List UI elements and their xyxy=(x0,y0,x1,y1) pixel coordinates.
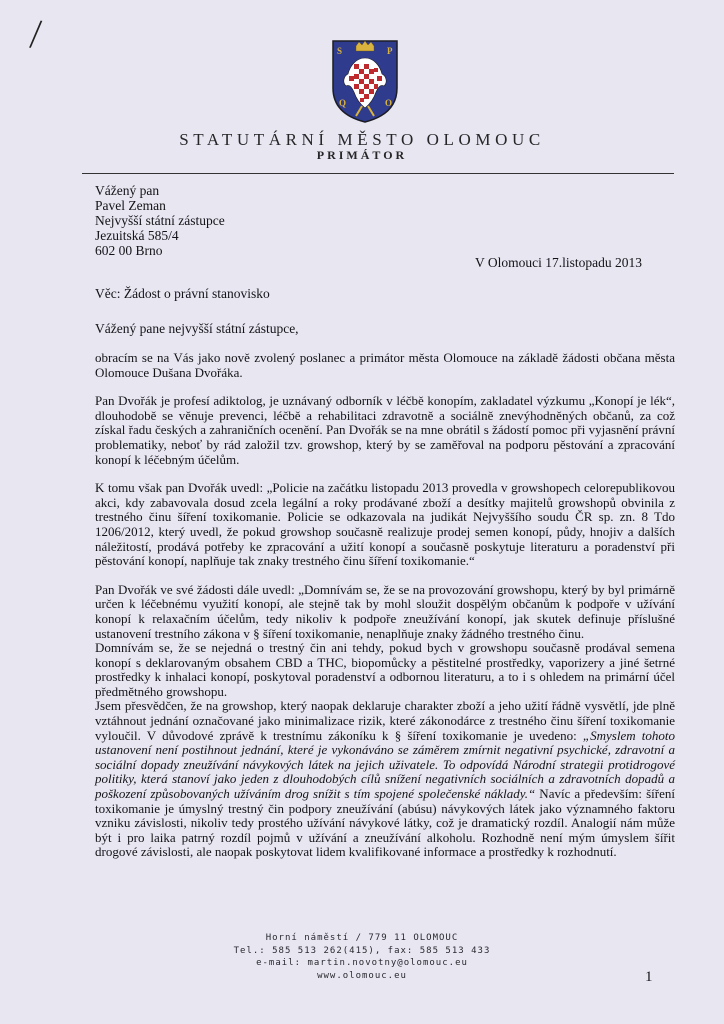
letterhead-city: STATUTÁRNÍ MĚSTO OLOMOUC xyxy=(179,130,545,149)
paragraph: Domnívám se, že se nejedná o trestný čin ani tehdy, pokud bych v growshopu současně prodával semena konopí s deklarovaným obsahem CBD a THC, biopomůcky a pěstitelné prostředky, vaporizery a jiné šetrné prostředky k inhalaci konopí, poskytoval poradenství a odbornou literaturu, a to i s ohledem na primární účel předmětného growshopu. xyxy=(95,640,675,699)
paragraph: Pan Dvořák je profesí adiktolog, je uznávaný odborník v léčbě konopím, zakladatel výzkumu „Konopí je lék“, dlouhodobě se věnuje prevenci, léčbě a rehabilitaci zdravotně a sociálně znevýhodněných občanů, za což získal řadu českých a zahraničních ocenění. Pan Dvořák se na mne obrátil s žádostí pomoc při vyjasnění právní problematiky, neboť by rád založil tzv. growshop, který by se zaměřoval na podporu pěstování a zpracování konopí k léčebným účelům. xyxy=(95,393,675,467)
footer-address: Horní náměstí / 779 11 OLOMOUC xyxy=(265,933,459,943)
addressee-line: Jezuitská 585/4 xyxy=(95,228,179,243)
footer-phone: Tel.: 585 513 262(415), fax: 585 513 433 xyxy=(233,945,491,956)
place-and-date: V Olomouci 17.listopadu 2013 xyxy=(475,255,642,270)
quotation: „Smyslem tohoto ustanovení není postihnout jednání, které je vykonáváno se záměrem zmírnit negativní psychické, zdravotní a sociální dopady zneužívání návykových látek na jejich uživatele. To odpovídá Národní strategii protidrogové politiky, která stanoví jako jeden z dlouhodobých cílů snížení negativních sociálních a zdravotních dopadů a poškození způsobovaných užíváním drog snížit s tím spojené společenské náklady.“ xyxy=(95,727,675,802)
footer-web: www.olomouc.eu xyxy=(317,970,407,981)
footer-email: e-mail: martin.novotny@olomouc.eu xyxy=(256,958,468,968)
paragraph-text: Navíc a především: šíření toxikomanie je úmyslný trestný čin podpory zneužívání (abúsu) návykových látek jako významného faktoru vzniku závislosti, nikoliv tedy prostého užívání návykové látky, což je dramatický rozdíl. Analogií nám může být i pro laika patrný rozdíl pojmů v užívání a zneužívání alkoholu. Rozhodně není mým úmyslem šířit drogové závislosti, ale naopak poskytovat lidem kvalifikované informace a prostředky k rozhodnutí. xyxy=(95,786,675,860)
addressee-block xyxy=(95,183,225,258)
addressee-line: Nejvyšší státní zástupce xyxy=(95,213,225,228)
olomouc-coat-of-arms-icon xyxy=(330,38,400,124)
addressee-line: Pavel Zeman xyxy=(95,198,166,213)
crest-letter-bl: Q xyxy=(339,98,347,108)
subject-line: Věc: Žádost o právní stanovisko xyxy=(95,286,270,301)
crest-letter-tr: P xyxy=(387,46,393,56)
paragraph: K tomu však pan Dvořák uvedl: „Policie na začátku listopadu 2013 provedla v growshopech celorepublikovou akci, kdy zabavovala dosud zcela legální a roky prodávané zboží a desítky majitelů growshopů obvinila z trestného činu šíření toxikomanie. Policie se odkazovala na judikát Nejvyššího soudu ČR sp. zn. 8 Tdo 1206/2012, který uvedl, že pokud growshop současně realizuje prodej semen konopí, půdy, hnojiv a dalších náležitostí, prodává potřeby ke zpracování a užití konopí a současně poskytuje literaturu a poradenství při pěstování konopí, naplňuje tak znaky trestného činu šíření toxikomanie.“ xyxy=(95,480,675,569)
letter-body xyxy=(95,351,675,860)
footer-contact xyxy=(0,932,724,982)
paragraph xyxy=(95,699,675,860)
salutation: Vážený pane nejvyšší státní zástupce, xyxy=(95,321,299,336)
page-number: 1 xyxy=(645,969,653,985)
addressee-line: Vážený pan xyxy=(95,183,160,198)
header-divider xyxy=(82,173,674,174)
paragraph-text: Jsem přesvědčen, že na growshop, který naopak deklaruje charakter zboží a jeho užití řádně vysvětlí, jde plně vztáhnout jednání označované jako minimalizace rizik, které zákonodárce z trestného činu šíření toxikomanie vyloučil. V důvodové zprávě k trestnímu zákoníku k § šíření toxikomanie je uvedeno: xyxy=(95,698,675,743)
crest-letter-tl: S xyxy=(337,46,343,56)
paragraph: Pan Dvořák ve své žádosti dále uvedl: „Domnívám se, že se na provozování growshopu, který by byl primárně určen k léčebnému využití konopí, ale stejně tak by mohl sloužit dospělým občanům k podpoře v užívání konopí k relaxačním účelům, tedy nikoliv k podpoře zneužívání konopí, jak skutek definuje příslušné ustanovení trestního zákona v § šíření toxikomanie, nenaplňuje znaky žádného trestného činu. xyxy=(95,581,675,641)
addressee-line: 602 00 Brno xyxy=(95,243,163,258)
letterhead-office: PRIMÁTOR xyxy=(316,148,408,162)
crest-letter-br: O xyxy=(385,98,393,108)
paragraph: obracím se na Vás jako nově zvolený poslanec a primátor města Olomouce na základě žádosti občana města Olomouce Dušana Dvořáka. xyxy=(95,350,675,380)
handwritten-page-mark: / xyxy=(27,13,44,55)
